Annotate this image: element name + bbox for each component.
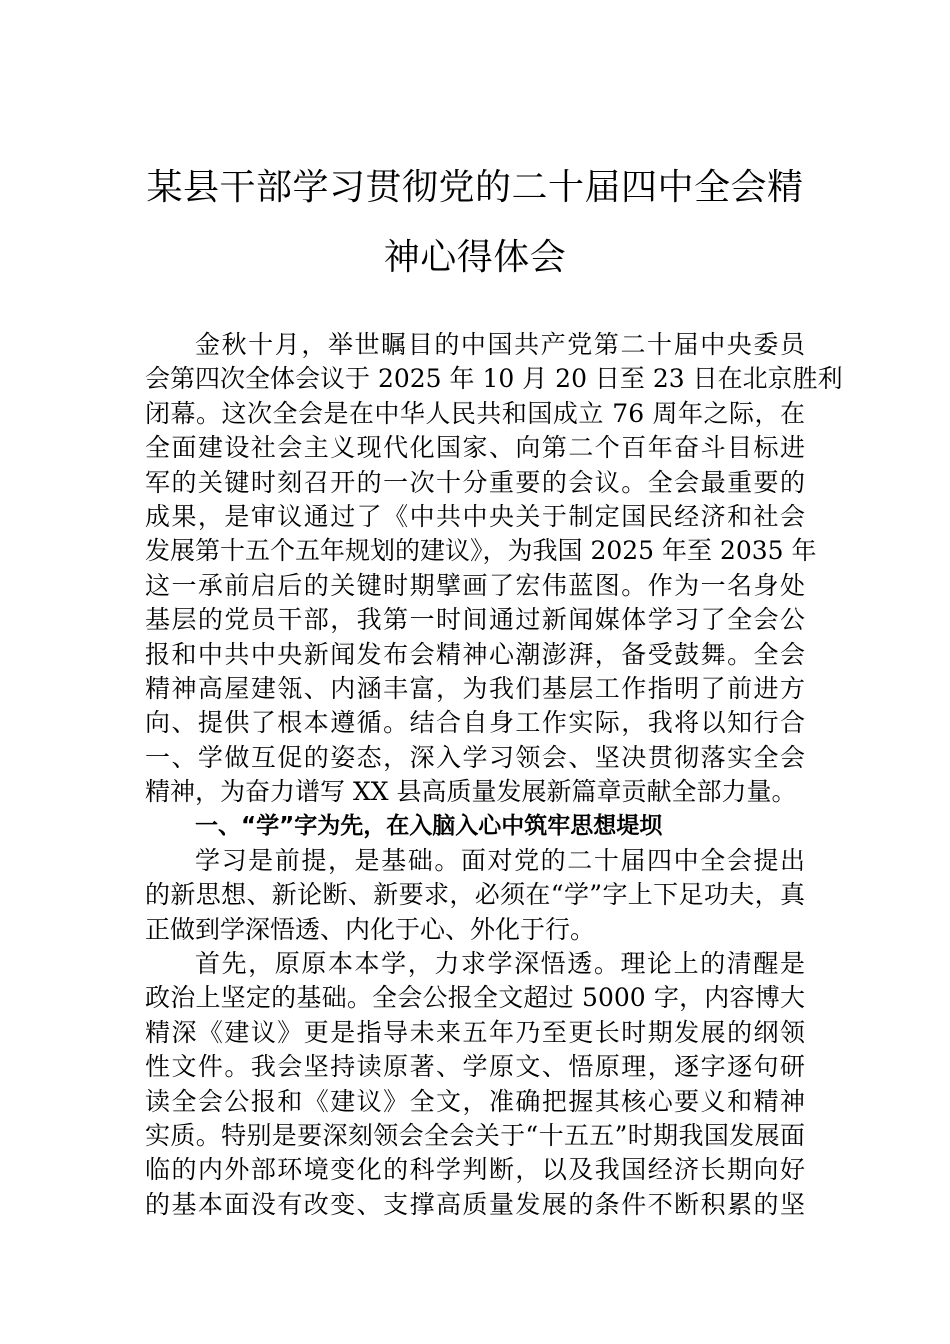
section-heading: 一、“学”字为先，在入脑入心中筑牢思想堤坝 [195,813,663,840]
text-line: 正做到学深悟透、内化于心、外化于行。 [145,914,596,944]
text-line: 报和中共中央新闻发布会精神心潮澎湃，备受鼓舞。全会 [145,639,805,669]
document-title-line-2: 神心得体会 [383,237,567,278]
text-line: 发展第十五个五年规划的建议》，为我国 2025 年至 2035 年 [145,536,817,566]
text-line: 政治上坚定的基础。全会公报全文超过 5000 字，内容博大 [145,983,805,1013]
text-line: 首先，原原本本学，力求学深悟透。理论上的清醒是 [195,949,805,979]
text-line: 会第四次全体会议于 2025 年 10 月 20 日至 23 日在北京胜利 [145,364,843,394]
text-line: 金秋十月，举世瞩目的中国共产党第二十届中央委员 [195,330,805,359]
text-line: 这一承前启后的关键时期擘画了宏伟蓝图。作为一名身处 [145,570,805,600]
text-line: 全面建设社会主义现代化国家、向第二个百年奋斗目标进 [145,433,805,463]
text-line: 的基本面没有改变、支撑高质量发展的条件不断积累的坚 [145,1189,805,1219]
text-line: 军的关键时刻召开的一次十分重要的会议。全会最重要的 [145,467,805,497]
text-line: 学习是前提，是基础。面对党的二十届四中全会提出 [195,845,805,875]
document-body [145,328,843,1222]
text-line: 向、提供了根本遵循。结合自身工作实际，我将以知行合 [145,708,805,738]
text-line: 临的内外部环境变化的科学判断，以及我国经济长期向好 [145,1155,805,1185]
text-line: 实质。特别是要深刻领会全会关于“十五五”时期我国发展面 [145,1120,805,1150]
text-line: 精神高屋建瓴、内涵丰富，为我们基层工作指明了前进方 [145,673,805,703]
text-line: 性文件。我会坚持读原著、学原文、悟原理，逐字逐句研 [145,1052,805,1082]
text-line: 读全会公报和《建议》全文，准确把握其核心要义和精神 [145,1086,805,1116]
text-line: 精神，为奋力谱写 XX 县高质量发展新篇章贡献全部力量。 [145,777,797,807]
text-line: 成果，是审议通过了《中共中央关于制定国民经济和社会 [145,501,805,531]
text-line: 精深《建议》更是指导未来五年乃至更长时期发展的纲领 [145,1017,805,1047]
text-line: 基层的党员干部，我第一时间通过新闻媒体学习了全会公 [145,605,805,635]
text-line: 闭幕。这次全会是在中华人民共和国成立 76 周年之际，在 [145,398,805,428]
text-line: 的新思想、新论断、新要求，必须在“学”字上下足功夫，真 [145,880,805,910]
document-title-line-1: 某县干部学习贯彻党的二十届四中全会精 [146,167,804,208]
text-line: 一、学做互促的姿态，深入学习领会、坚决贯彻落实全会 [145,742,805,772]
